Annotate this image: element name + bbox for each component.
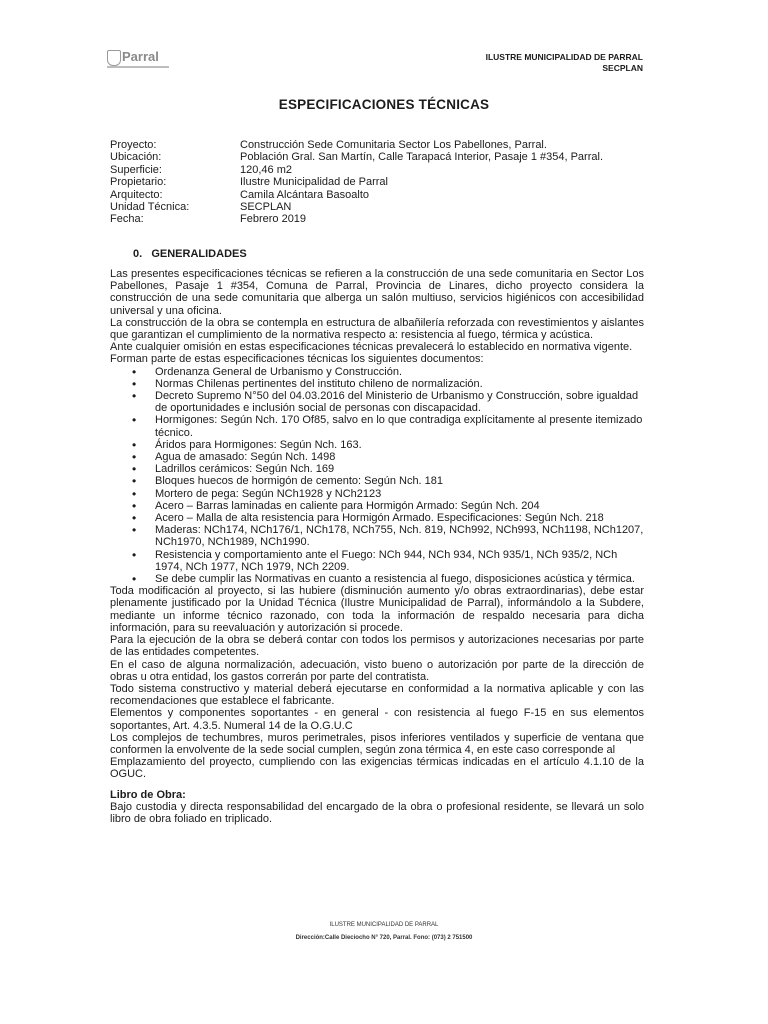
- info-row: [110, 189, 603, 201]
- info-row: [110, 151, 603, 163]
- document-item: • Ordenanza General de Urbanismo y Construcción.: [110, 366, 644, 378]
- info-value: Camila Alcántara Basoalto: [240, 188, 370, 201]
- footer-address: Dirección:Calle Dieciocho N° 720, Parral. Fono: (073) 2 751500: [295, 935, 473, 941]
- info-row: [110, 164, 603, 176]
- paragraph: La construcción de la obra se contempla en estructura de albañilería reforzada con revestimientos y aislantes que garantizan el cumplimiento de la normativa respecto a: resistencia al fuego, térmica y acústica.: [110, 316, 644, 342]
- document-item: • Agua de amasado: Según Nch. 1498: [110, 451, 644, 463]
- document-item: • Ladrillos cerámicos: Según Nch. 169: [110, 463, 644, 475]
- info-row: [110, 176, 603, 188]
- document-item: • Maderas: NCh174, NCh176/1, NCh178, NCh755, Nch. 819, NCh992, NCh993, NCh1198, NCh1207, NCh1970, NCh1989, NCh1990.: [110, 524, 644, 548]
- document-item: • Resistencia y comportamiento ante el Fuego: NCh 944, NCh 934, NCh 935/1, NCh 935/2, NCh 1974, NCh 1977, NCh 1979, NCh 2209.: [110, 549, 644, 573]
- paragraph: Emplazamiento del proyecto, cumpliendo con las exigencias térmicas indicadas en el artículo 4.1.10 de la OGUC.: [110, 756, 644, 781]
- crest-icon: [107, 50, 121, 66]
- documents-list: [110, 366, 644, 586]
- logo-text: Parral: [122, 49, 159, 64]
- logo-underline: [107, 66, 169, 68]
- footer: [0, 919, 768, 945]
- info-row: [110, 201, 603, 213]
- paragraph: Ante cualquier omisión en estas especificaciones técnicas prevalecerá lo establecido en normativa vigente.: [110, 341, 633, 354]
- paragraph: Las presentes especificaciones técnicas se refieren a la construcción de una sede comunitaria en Sector Los Pabellones, Pasaje 1 #354, Comuna de Parral, Provincia de Linares, dicho proyecto considera la construcción de una sede comunitaria que alberga un salón multiuso, servicios higiénicos con accesibilidad universal y una oficina.: [110, 268, 644, 317]
- letterhead: [486, 52, 643, 74]
- info-value: Febrero 2019: [240, 213, 307, 226]
- info-label: Superficie:: [110, 163, 162, 176]
- letterhead-dept: SECPLAN: [602, 63, 643, 73]
- document-item: • Hormigones: Según Nch. 170 Of85, salvo en lo que contradiga explícitamente al presente itemizado técnico.: [110, 414, 644, 438]
- info-value: Construcción Sede Comunitaria Sector Los Pabellones, Parral.: [240, 139, 547, 151]
- info-value: SECPLAN: [240, 201, 292, 214]
- paragraph: Toda modificación al proyecto, si las hubiere (disminución aumento y/o obras extraordinarias), debe estar plenamente justificado por la Unidad Técnica (Ilustre Municipalidad de Parral), informándolo a la Subdere, mediante un informe técnico razonado, con toda la información de respaldo necesaria para dicha información, para su reevaluación y autorización si procede.: [110, 585, 644, 634]
- document-item: • Mortero de pega: Según NCh1928 y NCh2123: [110, 488, 644, 500]
- paragraph: Forman parte de estas especificaciones técnicas los siguientes documentos:: [110, 353, 484, 366]
- project-info: [110, 139, 603, 226]
- info-label: Propietario:: [110, 176, 167, 189]
- info-label: Ubicación:: [110, 151, 162, 164]
- paragraph: Para la ejecución de la obra se deberá contar con todos los permisos y autorizaciones necesarias por parte de las entidades competentes.: [110, 634, 644, 659]
- document-item: • Acero – Barras laminadas en caliente para Hormigón Armado: Según Nch. 204: [110, 500, 644, 512]
- document-item: • Acero – Malla de alta resistencia para Hormigón Armado. Especificaciones: Según Nch. 218: [110, 512, 644, 524]
- info-value: 120,46 m2: [240, 163, 292, 176]
- section-title: 0. GENERALIDADES: [133, 248, 247, 260]
- document-item: • Normas Chilenas pertinentes del instituto chileno de normalización.: [110, 378, 644, 390]
- document-item: • Decreto Supremo N°50 del 04.03.2016 del Ministerio de Urbanismo y Construcción, sobre igualdad de oportunidades e inclusión social de personas con discapacidad.: [110, 390, 644, 414]
- paragraph: Todo sistema constructivo y material deberá ejecutarse en conformidad a la normativa aplicable y con las recomendaciones que establece el fabricante.: [110, 682, 644, 708]
- info-value: Ilustre Municipalidad de Parral: [240, 176, 388, 189]
- document-item: • Bloques huecos de hormigón de cemento: Según Nch. 181: [110, 475, 644, 487]
- document-item: • Se debe cumplir las Normativas en cuanto a resistencia al fuego, disposiciones acústica y térmica.: [110, 573, 644, 585]
- info-label: Unidad Técnica:: [110, 201, 190, 214]
- paragraph: En el caso de alguna normalización, adecuación, visto bueno o autorización por parte de la dirección de obras u otra entidad, los gastos correrán por parte del contratista.: [110, 658, 644, 683]
- info-label: Proyecto:: [110, 139, 157, 151]
- info-row: [110, 139, 603, 151]
- document-body: [110, 268, 644, 825]
- libro-text: Bajo custodia y directa responsabilidad del encargado de la obra o profesional residente, se llevará un solo libro de obra foliado en triplicado.: [110, 800, 644, 825]
- info-value: Población Gral. San Martín, Calle Tarapacá Interior, Pasaje 1 #354, Parral.: [240, 151, 603, 164]
- document-item: • Áridos para Hormigones: Según Nch. 163.: [110, 439, 644, 451]
- letterhead-org: ILUSTRE MUNICIPALIDAD DE PARRAL: [485, 52, 643, 62]
- footer-org: ILUSTRE MUNICIPALIDAD DE PARRAL: [329, 922, 439, 928]
- document-title: ESPECIFICACIONES TÉCNICAS: [278, 97, 490, 112]
- info-label: Arquitecto:: [110, 188, 163, 201]
- info-label: Fecha:: [110, 213, 144, 226]
- info-row: [110, 213, 603, 225]
- municipality-logo: [107, 46, 169, 74]
- libro-title: Libro de Obra:: [110, 788, 186, 801]
- paragraph: Elementos y componentes soportantes - en general - con resistencia al fuego F-15 en sus elementos soportantes, Art. 4.3.5. Numeral 14 de la O.G.U.C: [110, 707, 644, 732]
- paragraph: Los complejos de techumbres, muros perimetrales, pisos inferiores ventilados y superficie de ventana que conformen la envolvente de la sede social cumplen, según zona térmica 4, en este caso corresponde al: [110, 731, 644, 756]
